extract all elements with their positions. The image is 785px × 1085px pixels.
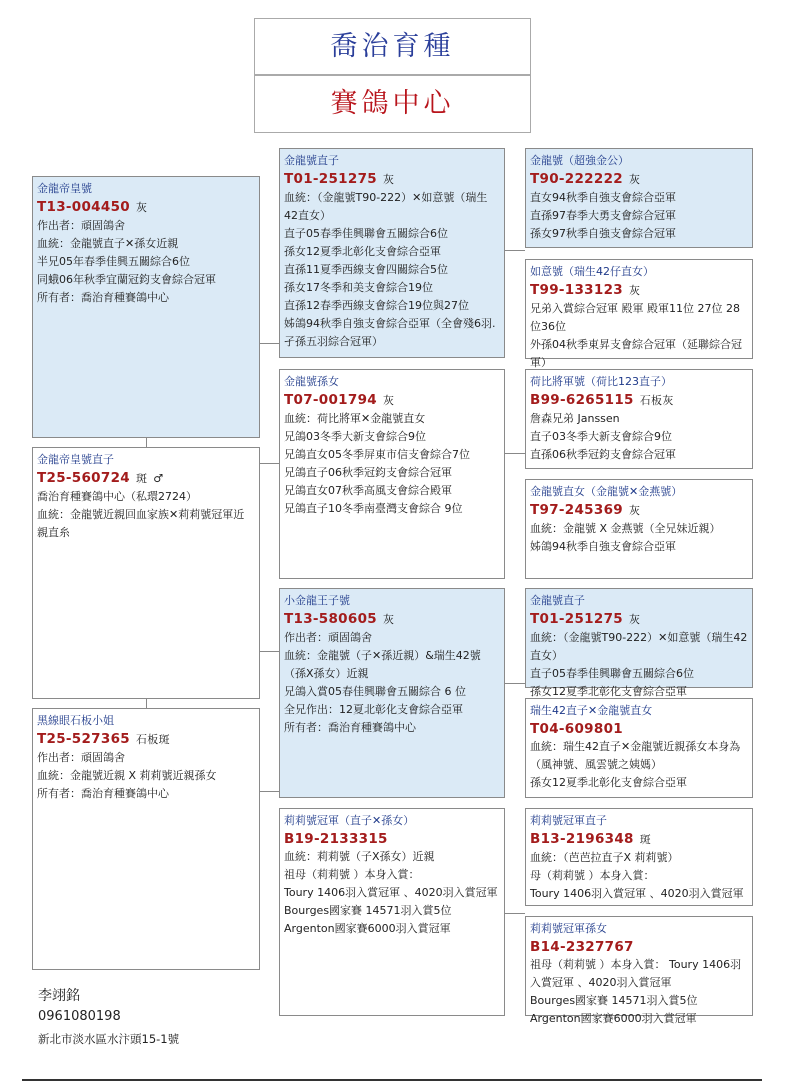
pigeon-info-line: 直子05春季佳興聯會五關綜合6位 xyxy=(530,667,694,680)
ring-number: B99-6265115 石板灰 xyxy=(530,392,674,408)
ring-number: T25-560724 斑 ♂ xyxy=(37,470,164,486)
pigeon-info-line: Bourges國家賽 14571羽入賞5位 xyxy=(284,904,452,917)
pigeon-name: 金龍帝皇號 xyxy=(37,182,92,195)
mate-dam-card xyxy=(32,708,260,970)
pigeon-info-line: Argenton國家賽6000羽入賞冠軍 xyxy=(284,922,451,935)
pigeon-name: 黑線眼石板小姐 xyxy=(37,714,114,727)
pigeon-info-line: Bourges國家賽 14571羽入賞5位 xyxy=(530,994,698,1007)
connector-line xyxy=(259,343,279,344)
ring-number: B19-2133315 xyxy=(284,831,388,847)
pigeon-info-line: 直女94秋季自強支會綜合亞軍 xyxy=(530,191,676,204)
mate-dam-sire-card xyxy=(525,808,753,906)
feather-color: 斑 xyxy=(135,472,148,485)
pigeon-info-line: 祖母（莉莉號 ）本身入賞： Toury 1406羽入賞冠軍 、4020羽入賞冠軍 xyxy=(530,958,742,989)
ring-number: T01-251275 灰 xyxy=(530,611,641,627)
pigeon-info-line: 直孫06秋季冠鈞支會綜合冠軍 xyxy=(530,448,676,461)
pigeon-info-line: 所有者：喬治育種賽鴿中心 xyxy=(37,291,169,304)
pigeon-info-line: 血統：（金龍號T90-222）✕如意號（瑞生42直女） xyxy=(284,191,488,222)
pigeon-info-line: 姊鴿94秋季自強支會綜合亞軍 xyxy=(530,540,676,553)
ring-number: T97-245369 灰 xyxy=(530,502,641,518)
feather-color: 石板灰 xyxy=(639,394,674,407)
connector-line xyxy=(146,437,147,447)
pigeon-info-line: 詹森兄弟 Janssen xyxy=(530,412,620,425)
pigeon-info-line: Toury 1406羽入賞冠軍 、4020羽入賞冠軍 xyxy=(284,886,498,899)
pigeon-info-line: 孫女12夏季北彰化支會綜合亞軍 xyxy=(284,245,441,258)
pigeon-info-line: 喬治育種賽鴿中心（私環2724） xyxy=(37,490,197,503)
pigeon-info-line: 兄鴿直女07秋季高風支會綜合殿軍 xyxy=(284,484,452,497)
pigeon-info-line: 直子03冬季大新支會綜合9位 xyxy=(530,430,672,443)
pigeon-info-line: 兄鴿入賞05春佳興聯會五關綜合 6 位 xyxy=(284,685,466,698)
ring-number: T07-001794 灰 xyxy=(284,392,395,408)
pigeon-info-line: 所有者：喬治育種賽鴿中心 xyxy=(37,787,169,800)
connector-line xyxy=(146,698,147,708)
dam-card xyxy=(279,369,505,579)
pigeon-name: 金龍號直女（金龍號✕金燕號） xyxy=(530,485,683,498)
ring-number: T01-251275 灰 xyxy=(284,171,395,187)
ring-number: T13-004450 灰 xyxy=(37,199,148,215)
header-title: 喬治育種 xyxy=(254,18,531,75)
pigeon-name: 小金龍王子號 xyxy=(284,594,350,607)
pigeon-name: 莉莉號冠軍孫女 xyxy=(530,922,607,935)
pigeon-info-line: 孫女17冬季和美支會綜合19位 xyxy=(284,281,433,294)
connector-line xyxy=(504,683,525,684)
pigeon-info-line: 血統：瑞生42直子✕金龍號近親孫女本身為（風神號、風雲號之姨媽） xyxy=(530,740,741,771)
pigeon-name: 金龍號直子 xyxy=(284,154,339,167)
feather-color: 灰 xyxy=(382,613,395,626)
pigeon-info-line: Toury 1406羽入賞冠軍 、4020羽入賞冠軍 xyxy=(530,887,744,900)
pigeon-info-line: 直孫12春季西線支會綜合19位與27位 xyxy=(284,299,469,312)
connector-line xyxy=(504,453,525,454)
pigeon-name: 金龍號直子 xyxy=(530,594,585,607)
mate-dam-parent-card xyxy=(279,808,505,1016)
connector-line xyxy=(259,791,279,792)
pigeon-name: 荷比將軍號（荷比123直子） xyxy=(530,375,672,388)
ring-number: B13-2196348 斑 xyxy=(530,831,652,847)
connector-line xyxy=(504,250,525,251)
mate-sire-card xyxy=(279,588,505,798)
pigeon-info-line: 孫女12夏季北彰化支會綜合亞軍 xyxy=(530,685,687,698)
pigeon-name: 如意號（瑞生42仔直女） xyxy=(530,265,654,278)
pigeon-info-line: 半兄05年春季佳興五關綜合6位 xyxy=(37,255,190,268)
pigeon-name: 金龍號（超強金公） xyxy=(530,154,629,167)
ring-number: T99-133123 灰 xyxy=(530,282,641,298)
header-subtitle: 賽鴿中心 xyxy=(254,75,531,133)
contact-name: 李翊銘 xyxy=(38,988,80,1004)
ring-number: T90-222222 灰 xyxy=(530,171,641,187)
pigeon-info-line: 兄弟入賞綜合冠軍 殿軍 殿軍11位 27位 28位36位 xyxy=(530,302,740,333)
pigeon-info-line: 直孫97春季大勇支會綜合冠軍 xyxy=(530,209,676,222)
pigeon-info-line: 孫女12夏季北彰化支會綜合亞軍 xyxy=(530,776,687,789)
pigeon-info-line: 血統：莉莉號（子X孫女）近親 xyxy=(284,850,435,863)
feather-color: 灰 xyxy=(135,201,148,214)
pigeon-info-line: 全兄作出：12夏北彰化支會綜合亞軍 xyxy=(284,703,463,716)
granddam-card xyxy=(525,259,753,369)
pigeon-info-line: 直子05春季佳興聯會五關綜合6位 xyxy=(284,227,448,240)
ring-number: T04-609801 xyxy=(530,721,623,737)
mate-granddam-card xyxy=(525,698,753,798)
ring-number: T25-527365 石板斑 xyxy=(37,731,170,747)
pigeon-info-line: 兄鴿直子10冬季南臺灣支會綜合 9位 xyxy=(284,502,463,515)
grandsire-card xyxy=(525,148,753,248)
pigeon-info-line: Argenton國家賽6000羽入賞冠軍 xyxy=(530,1012,697,1025)
connector-line xyxy=(504,913,525,914)
pigeon-info-line: 血統：金龍號 X 金燕號（全兄妹近親） xyxy=(530,522,721,535)
pigeon-info-line: 兄鴿直女05冬季屏東市信支會綜合7位 xyxy=(284,448,470,461)
pigeon-info-line: 作出者：頑固鴿舍 xyxy=(37,219,125,232)
pigeon-name: 金龍號孫女 xyxy=(284,375,339,388)
dam-sire-card xyxy=(525,369,753,469)
pigeon-name: 莉莉號冠軍直子 xyxy=(530,814,607,827)
feather-color: 灰 xyxy=(382,394,395,407)
mate-grandsire-card xyxy=(525,588,753,698)
ring-number: B14-2327767 xyxy=(530,939,634,955)
pigeon-info-line: 所有者：喬治育種賽鴿中心 xyxy=(284,721,416,734)
pigeon-info-line: 祖母（莉莉號 ）本身入賞： xyxy=(284,868,420,881)
pigeon-info-line: 血統：金龍號近親 X 莉莉號近親孫女 xyxy=(37,769,217,782)
pigeon-info-line: 血統：（金龍號T90-222）✕如意號（瑞生42直女） xyxy=(530,631,748,662)
pigeon-info-line: 血統：（芭芭拉直子X 莉莉號） xyxy=(530,851,679,864)
mate-dam-dam-card xyxy=(525,916,753,1025)
pigeon-name: 莉莉號冠軍（直子✕孫女） xyxy=(284,814,415,827)
bottom-divider xyxy=(22,1079,762,1081)
pigeon-info-line: 同蛾06年秋季宜蘭冠鈞支會綜合冠軍 xyxy=(37,273,216,286)
ring-number: T13-580605 灰 xyxy=(284,611,395,627)
pigeon-info-line: 血統：金龍號近親回血家族✕莉莉號冠軍近親直糸 xyxy=(37,508,245,539)
male-sex-icon: ♂ xyxy=(153,472,164,485)
feather-color: 灰 xyxy=(628,504,641,517)
pigeon-info-line: 血統：金龍號（子✕孫近親）&瑞生42號（孫X孫女）近親 xyxy=(284,649,481,680)
mate-pigeon-card xyxy=(32,447,260,699)
feather-color: 灰 xyxy=(382,173,395,186)
pigeon-info-line: 作出者：頑固鴿舍 xyxy=(284,631,372,644)
dam-dam-card xyxy=(525,479,753,579)
pigeon-info-line: 血統：荷比將軍✕金龍號直女 xyxy=(284,412,426,425)
contact-phone: 0961080198 xyxy=(38,1009,121,1024)
feather-color: 斑 xyxy=(639,833,652,846)
pigeon-name: 瑞生42直子✕金龍號直女 xyxy=(530,704,653,717)
contact-address: 新北市淡水區水汴頭15-1號 xyxy=(38,1032,180,1046)
pigeon-info-line: 孫女97秋季自強支會綜合冠軍 xyxy=(530,227,676,240)
pigeon-info-line: 兄鴿直子06秋季冠鈞支會綜合冠軍 xyxy=(284,466,452,479)
subject-pigeon-card xyxy=(32,176,260,438)
feather-color: 灰 xyxy=(628,284,641,297)
connector-line xyxy=(259,651,279,652)
pigeon-info-line: 兄鴿03冬季大新支會綜合9位 xyxy=(284,430,426,443)
feather-color: 石板斑 xyxy=(135,733,170,746)
feather-color: 灰 xyxy=(628,173,641,186)
pigeon-name: 金龍帝皇號直子 xyxy=(37,453,114,466)
feather-color: 灰 xyxy=(628,613,641,626)
pigeon-info-line: 外孫04秋季東昇支會綜合冠軍（延聯綜合冠軍） xyxy=(530,338,742,369)
pigeon-info-line: 作出者：頑固鴿舍 xyxy=(37,751,125,764)
pigeon-info-line: 直孫11夏季西線支會四關綜合5位 xyxy=(284,263,448,276)
pigeon-info-line: 血統：金龍號直子✕孫女近親 xyxy=(37,237,179,250)
pigeon-info-line: 姊鴿94秋季自強支會綜合亞軍（全會殘6羽.孑孫五羽綜合冠軍） xyxy=(284,317,496,348)
pigeon-info-line: 母（莉莉號 ）本身入賞： xyxy=(530,869,655,882)
connector-line xyxy=(259,463,279,464)
sire-card xyxy=(279,148,505,358)
